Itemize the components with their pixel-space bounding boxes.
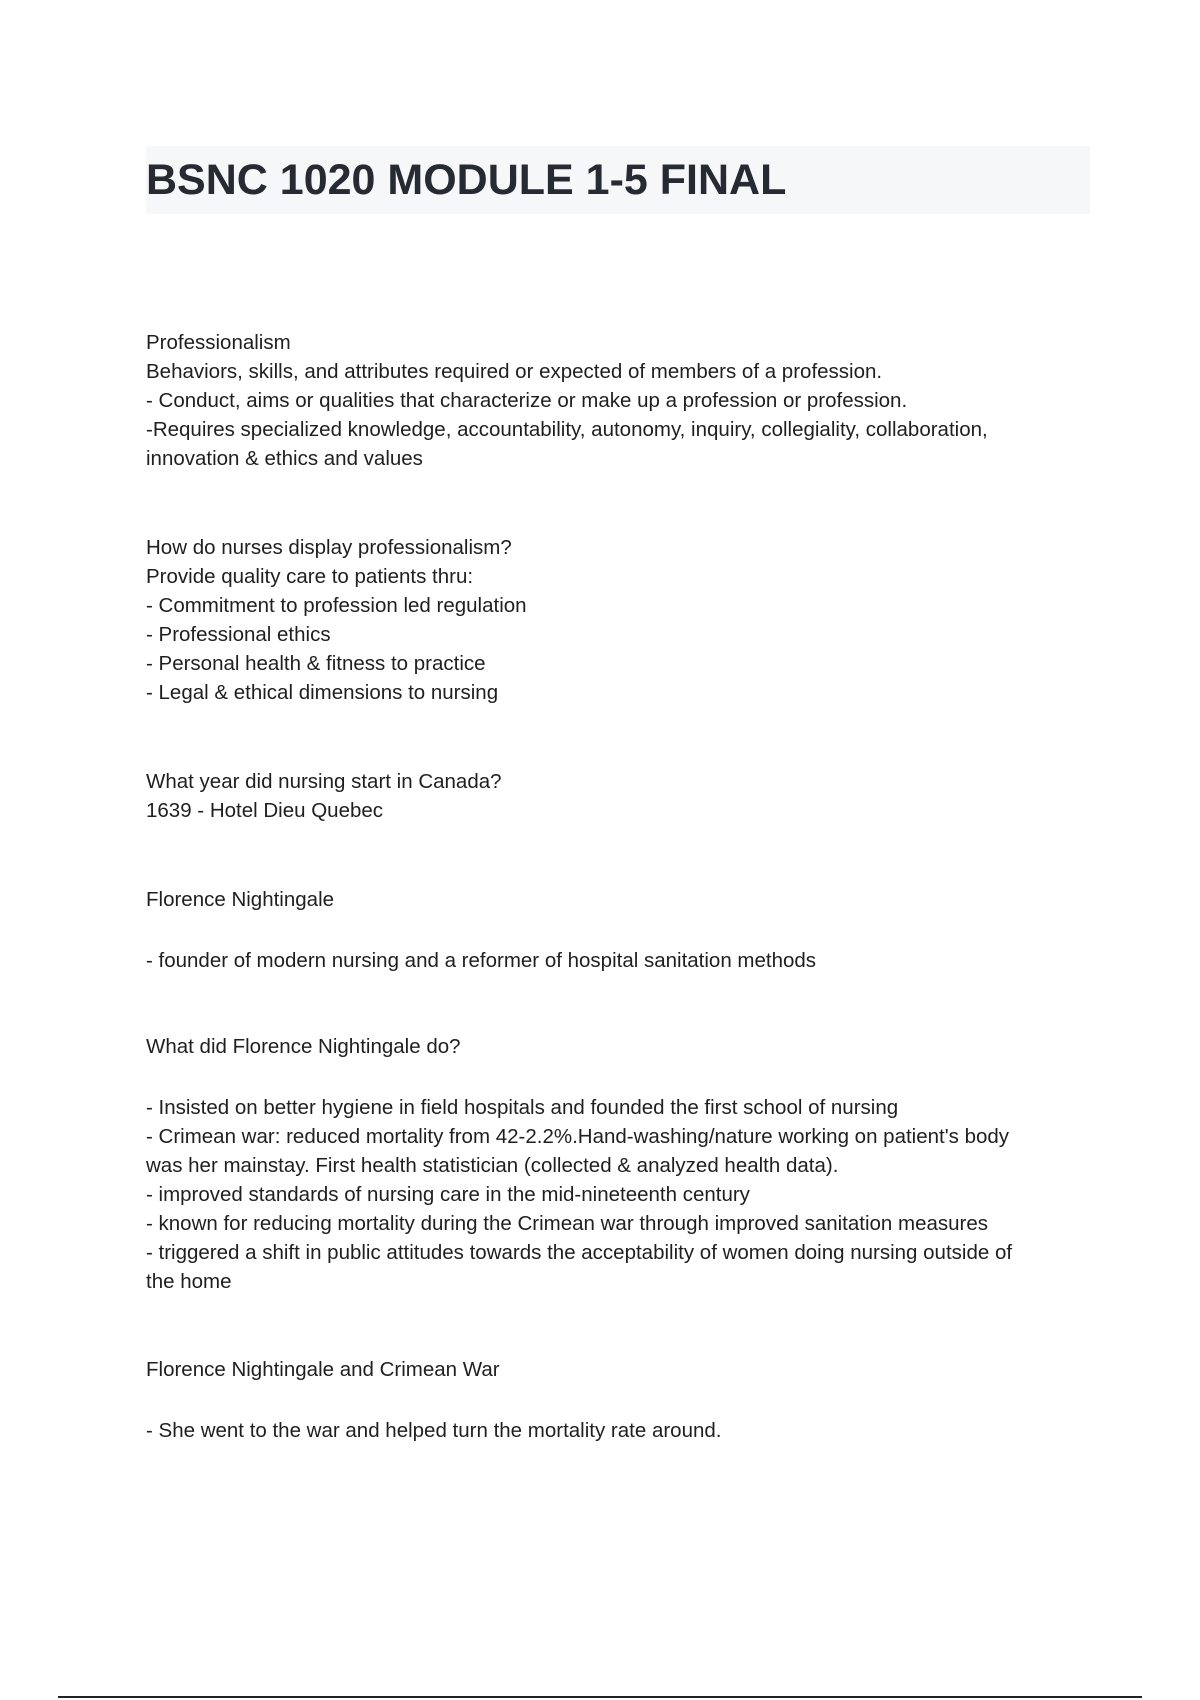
title-banner bbox=[146, 146, 1090, 214]
definition-line: - Professional ethics bbox=[146, 623, 331, 646]
footer-divider bbox=[58, 1696, 1142, 1698]
card-definition bbox=[146, 562, 1106, 707]
definition-line: was her mainstay. First health statistician (collected & analyzed health data). bbox=[146, 1154, 839, 1177]
card-term: What did Florence Nightingale do? bbox=[146, 1035, 461, 1058]
flashcard-nursing-canada bbox=[146, 767, 1106, 825]
definition-line: -Requires specialized knowledge, accountability, autonomy, inquiry, collegiality, collaboration, bbox=[146, 418, 988, 441]
flashcard-nightingale-crimean-war bbox=[146, 1355, 1106, 1445]
flashcard-display-professionalism bbox=[146, 533, 1106, 707]
definition-line: - Crimean war: reduced mortality from 42-2.2%.Hand-washing/nature working on patient's body bbox=[146, 1125, 1010, 1148]
flashcard-professionalism bbox=[146, 328, 1106, 473]
card-term: What year did nursing start in Canada? bbox=[146, 770, 502, 793]
card-term: Professionalism bbox=[146, 331, 291, 354]
card-term: Florence Nightingale bbox=[146, 888, 335, 911]
flashcard-florence-nightingale bbox=[146, 885, 1106, 975]
definition-line: Provide quality care to patients thru: bbox=[146, 565, 474, 588]
definition-line: innovation & ethics and values bbox=[146, 447, 423, 470]
definition-line: the home bbox=[146, 1270, 232, 1293]
page-title: BSNC 1020 MODULE 1-5 FINAL bbox=[146, 156, 787, 204]
card-definition bbox=[146, 1093, 1106, 1296]
definition-line: - Insisted on better hygiene in field hospitals and founded the first school of nursing bbox=[146, 1096, 899, 1119]
card-definition bbox=[146, 946, 1106, 975]
definition-line: - Legal & ethical dimensions to nursing bbox=[146, 681, 499, 704]
definition-line: - improved standards of nursing care in the mid-nineteenth century bbox=[146, 1183, 750, 1206]
flashcard-nightingale-achievements bbox=[146, 1032, 1106, 1296]
definition-line: - founder of modern nursing and a reformer of hospital sanitation methods bbox=[146, 949, 817, 972]
definition-line: 1639 - Hotel Dieu Quebec bbox=[146, 799, 384, 822]
card-definition bbox=[146, 1416, 1106, 1445]
definition-line: - Conduct, aims or qualities that characterize or make up a profession or profession. bbox=[146, 389, 908, 412]
definition-line: Behaviors, skills, and attributes required or expected of members of a profession. bbox=[146, 360, 883, 383]
definition-line: - known for reducing mortality during the Crimean war through improved sanitation measures bbox=[146, 1212, 989, 1235]
definition-line: - Personal health & fitness to practice bbox=[146, 652, 486, 675]
definition-line: - She went to the war and helped turn the mortality rate around. bbox=[146, 1419, 722, 1442]
definition-line: - triggered a shift in public attitudes towards the acceptability of women doing nursing outside of bbox=[146, 1241, 1013, 1264]
card-definition bbox=[146, 357, 1106, 473]
card-term: Florence Nightingale and Crimean War bbox=[146, 1358, 500, 1381]
card-definition bbox=[146, 796, 1106, 825]
card-term: How do nurses display professionalism? bbox=[146, 536, 512, 559]
definition-line: - Commitment to profession led regulation bbox=[146, 594, 527, 617]
